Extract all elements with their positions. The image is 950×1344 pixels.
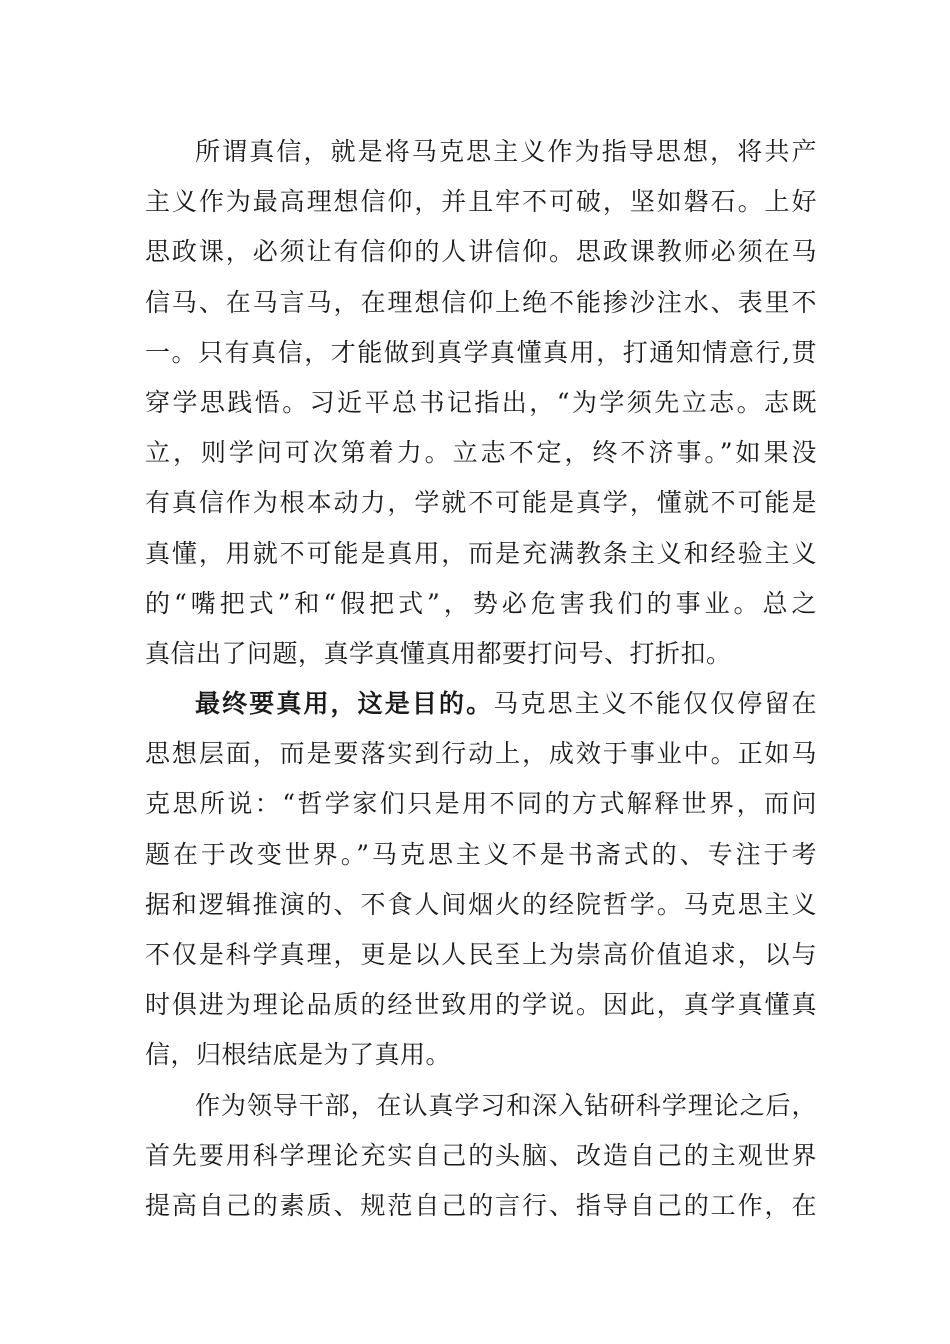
text-line: 所谓真信，就是将马克思主义作为指导思想，将共产 — [195, 137, 817, 166]
text-line: 有真信作为根本动力，学就不可能是真学，懂就不可能是 — [145, 488, 817, 518]
text-line: 信马、在马言马，在理想信仰上绝不能掺沙注水、表里不 — [145, 287, 817, 317]
paragraph-leading-cadres — [145, 1081, 817, 1232]
paragraph-true-use — [145, 679, 817, 1081]
text-line: 穿学思践悟。习近平总书记指出，“为学须先立志。志既 — [145, 387, 817, 417]
text-line: 时俱进为理论品质的经世致用的学说。因此，真学真懂真 — [145, 990, 817, 1020]
text-line: 作为领导干部，在认真学习和深入钻研科学理论之后， — [195, 1090, 817, 1120]
text-line: 真懂，用就不可能是真用，而是充满教条主义和经验主义 — [145, 538, 817, 568]
text-line: 据和逻辑推演的、不食人间烟火的经院哲学。马克思主义 — [145, 889, 817, 919]
text-line: 首先要用科学理论充实自己的头脑、改造自己的主观世界 — [145, 1140, 817, 1170]
text-line — [145, 679, 817, 729]
text-line: 思政课，必须让有信仰的人讲信仰。思政课教师必须在马 — [145, 237, 817, 267]
text-line: 的“嘴把式”和“假把式”，势必危害我们的事业。总之 — [145, 588, 817, 618]
text-line: 不仅是科学真理，更是以人民至上为崇高价值追求，以与 — [145, 940, 817, 969]
text-line: 主义作为最高理想信仰，并且牢不可破，坚如磐石。上好 — [145, 187, 817, 217]
text-line: 立，则学问可次第着力。立志不定，终不济事。”如果没 — [145, 438, 817, 468]
text-line: 真信出了问题，真学真懂真用都要打问号、打折扣。 — [145, 638, 732, 668]
text-line: 提高自己的素质、规范自己的言行、指导自己的工作，在 — [145, 1190, 817, 1220]
text-line: 题在于改变世界。”马克思主义不是书斋式的、专注于考 — [145, 839, 817, 869]
text-line: 一。只有真信，才能做到真学真懂真用，打通知情意行,贯 — [145, 337, 817, 367]
bold-lead-phrase: 最终要真用，这是目的。 — [195, 689, 494, 719]
body-text — [145, 127, 817, 1231]
text-line: 信，归根结底是为了真用。 — [145, 1040, 452, 1070]
lead-rest-text: 马克思主义不能仅仅停留在 — [493, 689, 817, 719]
text-line: 思想层面，而是要落实到行动上，成效于事业中。正如马 — [145, 739, 817, 769]
paragraph-true-belief — [145, 127, 817, 679]
text-line: 克思所说：“哲学家们只是用不同的方式解释世界，而问 — [145, 789, 817, 819]
